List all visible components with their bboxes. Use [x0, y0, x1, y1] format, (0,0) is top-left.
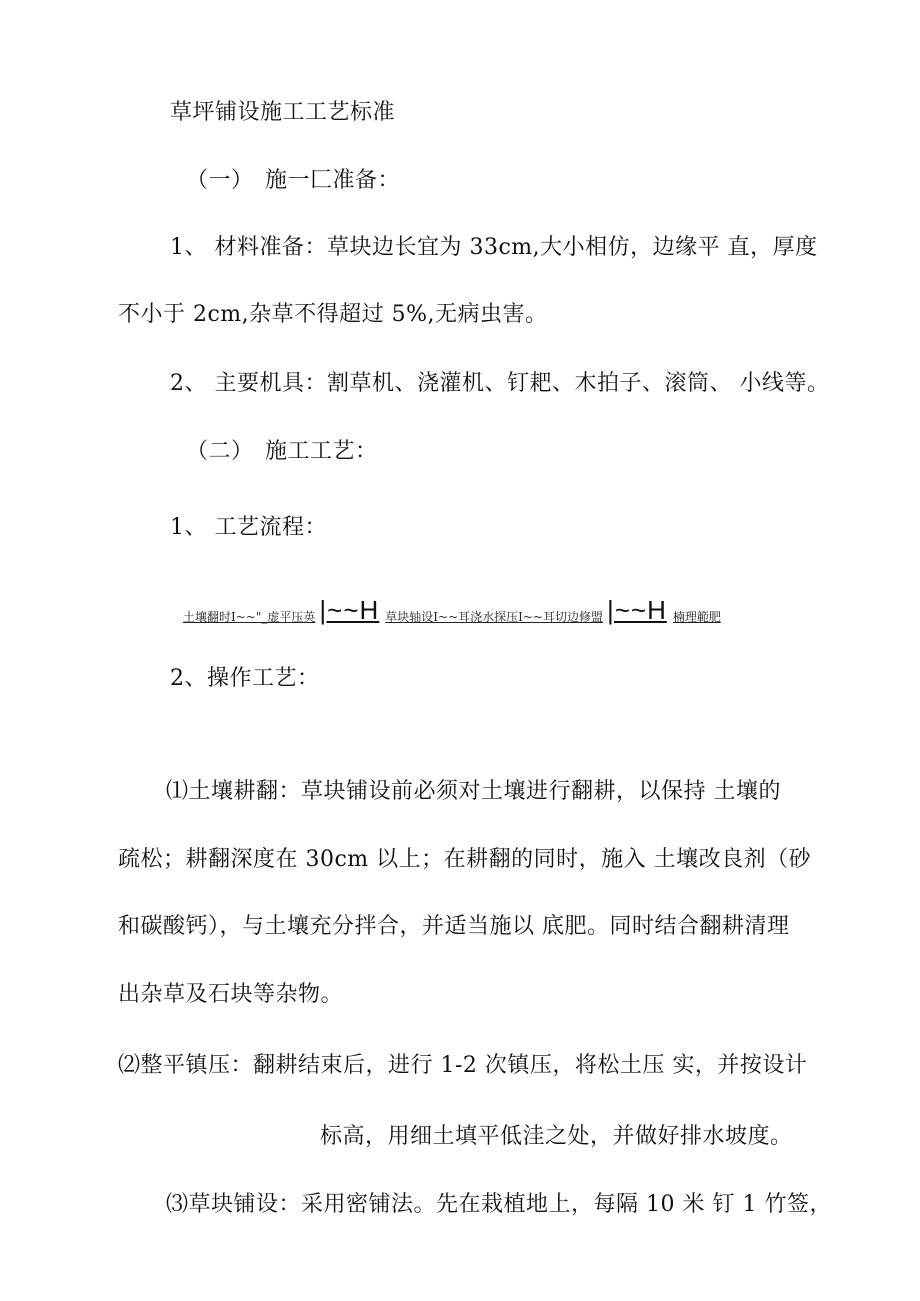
flow-step-group-2: 草块轴设I~~耳浇水探压I~~耳切边修盟 — [385, 610, 603, 624]
flow-step-group-3: 楠理範肥 — [672, 610, 721, 624]
paragraph-tilling-line1: ⑴土壤耕翻：草块铺设前必须对土壤进行翻耕，以保持 土壤的 — [166, 779, 781, 804]
paragraph-leveling-line1: ⑵整平镇压：翻耕结束后，进行 1-2 次镇压，将松土压 实，并按设计 — [118, 1053, 808, 1078]
flow-step-group-1: 土壤翻时I~~"_虚平压英 — [183, 610, 316, 624]
section-heading-preparation: （一） 施一匚准备： — [186, 168, 401, 193]
paragraph-tilling-line4: 出杂草及石块等杂物。 — [118, 982, 344, 1007]
paragraph-tools: 2、 主要机具：割草机、浇灌机、钉耙、木拍子、滚筒、 小线等。 — [170, 371, 830, 396]
operations-heading: 2、操作工艺： — [170, 666, 320, 691]
paragraph-laying-line1: ⑶草块铺设：采用密铺法。先在栽植地上，每隔 10 米 钉 1 竹签， — [166, 1192, 832, 1217]
paragraph-leveling-line2: 标高，用细土填平低洼之处，并做好排水坡度。 — [320, 1124, 793, 1149]
paragraph-materials-line2: 不小于 2cm,杂草不得超过 5%,无病虫害。 — [118, 302, 548, 327]
section-heading-process: （二） 施工工艺： — [186, 439, 378, 464]
flow-arrow-1: |~~H — [319, 595, 380, 625]
process-flow — [183, 596, 721, 624]
paragraph-materials-line1: 1、 材料准备：草块边长宜为 33cm,大小相仿，边缘平 直，厚度 — [170, 235, 818, 260]
flow-heading: 1、 工艺流程： — [170, 515, 327, 540]
paragraph-tilling-line3: 和碳酸钙），与土壤充分拌合，并适当施以 底肥。同时结合翻耕清理 — [118, 914, 790, 939]
paragraph-tilling-line2: 疏松；耕翻深度在 30cm 以上；在耕翻的同时，施入 土壤改良剂（砂 — [118, 847, 812, 872]
flow-arrow-2: |~~H — [606, 595, 667, 625]
document-title: 草坪铺设施工工艺标准 — [170, 100, 396, 125]
